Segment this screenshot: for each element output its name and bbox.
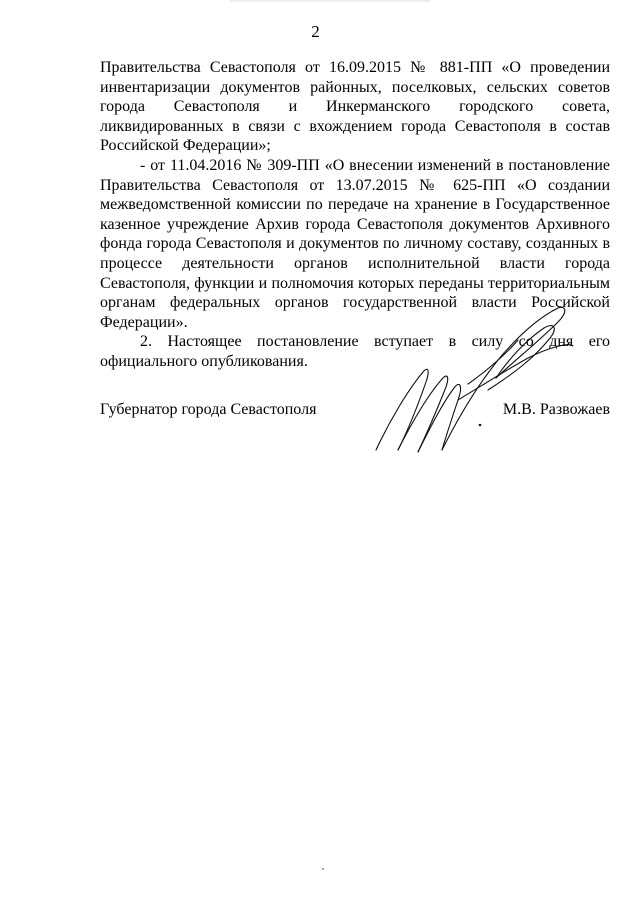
paragraph-effective-date: 2. Настоящее постановление вступает в силу со дня его официального опубликования.: [100, 333, 610, 370]
footer-speck: [322, 868, 324, 870]
paragraph-amendment: - от 11.04.2016 № 309-ПП «О внесении изменений в постановление Правительства Севастополя от 13.07.2015 № 625-ПП «О создании межведомственной комиссии по передаче на хранение в Государственное казенное учреждение Архив города Севастополя документов Архивного фонда города Севастополя и документов по личному составу, созданных в процессе деятельности органов исполнительной власти города Севастополя, функции и полномочия которых переданы территориальным органам федеральных органов государственной власти Российской Федерации».: [100, 156, 610, 331]
signer-title: Губернатор города Севастополя: [100, 401, 317, 418]
paragraph-continuation: Правительства Севастополя от 16.09.2015 № 881-ПП «О проведении инвентаризации документов районных, поселковых, сельских советов города Севастополя и Инкерманского городского совета, ликвидированных в связи с вхождением города Севастополя в состав Российской Федерации»;: [100, 59, 610, 155]
top-edge-artifact: [230, 0, 430, 2]
signature-block: [100, 400, 610, 422]
handwritten-signature: [368, 300, 578, 460]
page-number: 2: [311, 22, 320, 41]
signer-name: М.В. Развожаев: [502, 401, 610, 418]
